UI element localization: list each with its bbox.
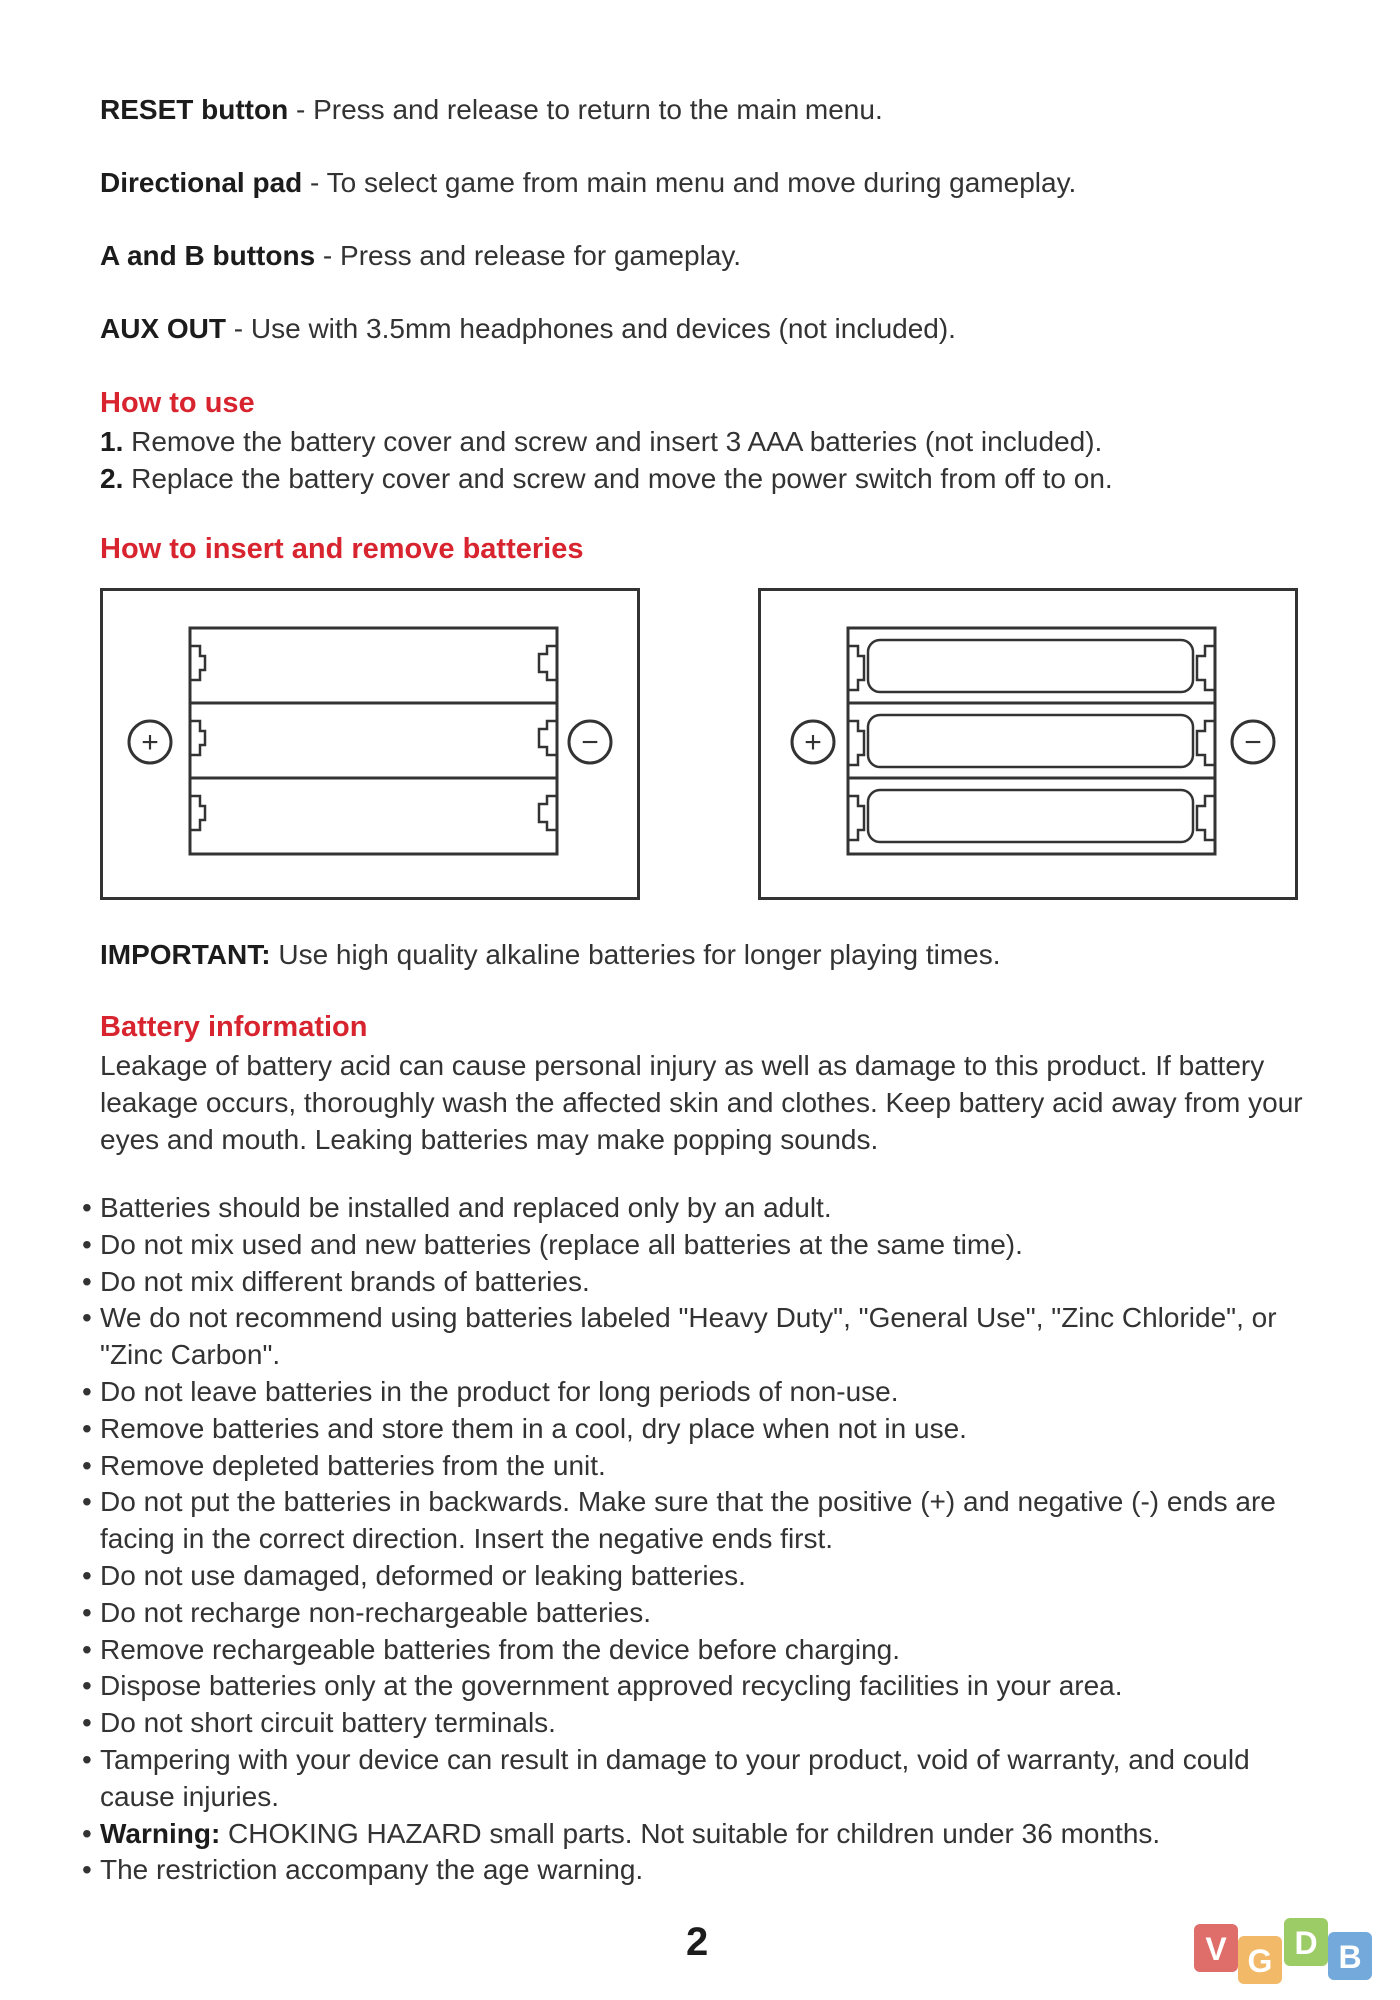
list-item-text: The restriction accompany the age warning.	[100, 1854, 644, 1886]
step-number: 2.	[100, 463, 124, 494]
battery-insert-heading: How to insert and remove batteries	[100, 533, 584, 565]
list-item-text: Remove batteries and store them in a cool, dry place when not in use.	[100, 1412, 967, 1444]
bullet-icon: •	[82, 1854, 92, 1886]
control-term: A and B buttons	[100, 240, 316, 271]
list-item-text: Dispose batteries only at the government approved recycling facilities in your area.	[100, 1670, 1123, 1702]
warning-item	[80, 1816, 1320, 1853]
bullet-icon: •	[82, 1743, 92, 1775]
control-aux	[100, 309, 1300, 349]
battery-compartment-empty-diagram	[100, 588, 640, 900]
control-desc: - Use with 3.5mm headphones and devices (not included).	[226, 313, 956, 344]
logo-tile-b	[1328, 1932, 1372, 1980]
list-item	[80, 1484, 1320, 1558]
list-item-text: Batteries should be installed and replaced only by an adult.	[100, 1192, 832, 1223]
list-item	[80, 1558, 1320, 1595]
warning-label: Warning:	[100, 1817, 221, 1849]
list-item	[80, 1190, 1320, 1227]
step-text: Replace the battery cover and screw and move the power switch from off to on.	[123, 463, 1113, 494]
list-item	[80, 1705, 1320, 1742]
list-item	[80, 1411, 1320, 1448]
list-item-text: We do not recommend using batteries labeled "Heavy Duty", "General Use", "Zinc Chloride", or "Zinc Carbon".	[100, 1302, 1277, 1371]
filled-compartment-illustration	[758, 588, 1298, 900]
svg-text:D: D	[1294, 1925, 1318, 1961]
list-item-text: Do not mix used and new batteries (replace all batteries at the same time).	[100, 1228, 1023, 1260]
list-item-text: Do not recharge non-rechargeable batteries.	[100, 1596, 652, 1628]
bullet-icon: •	[82, 1192, 92, 1223]
bullet-icon: •	[82, 1228, 92, 1260]
bullet-icon: •	[82, 1817, 92, 1849]
bullet-icon: •	[82, 1707, 92, 1739]
step-number: 1.	[100, 426, 124, 457]
control-desc: - Press and release for gameplay.	[315, 240, 742, 271]
how-to-use-heading: How to use	[100, 387, 255, 419]
bullet-icon: •	[82, 1596, 92, 1628]
important-note	[100, 935, 1001, 975]
logo-tile-v	[1194, 1924, 1238, 1972]
warning-text: CHOKING HAZARD small parts. Not suitable for children under 36 months.	[220, 1817, 1161, 1849]
svg-text:V: V	[1205, 1931, 1227, 1967]
control-reset	[100, 90, 1300, 130]
bullet-icon: •	[82, 1449, 92, 1481]
list-item-text: Do not short circuit battery terminals.	[100, 1707, 556, 1739]
empty-compartment-illustration	[100, 588, 640, 900]
list-item-text: Remove rechargeable batteries from the device before charging.	[100, 1633, 900, 1665]
list-item	[80, 1595, 1320, 1632]
minus-terminal-icon	[1232, 721, 1274, 763]
svg-text:+: +	[141, 726, 159, 759]
control-term: AUX OUT	[100, 313, 226, 344]
bullet-icon: •	[82, 1633, 92, 1665]
list-item-text: Do not mix different brands of batteries.	[100, 1265, 590, 1297]
important-label: IMPORTANT:	[100, 939, 271, 970]
list-item-text: Do not put the batteries in backwards. Make sure that the positive (+) and negative (-) ends are facing in the correct direction. Insert the negative ends first.	[100, 1486, 1276, 1555]
list-item	[80, 1632, 1320, 1669]
svg-text:+: +	[804, 726, 822, 759]
list-item	[80, 1227, 1320, 1264]
step-1	[100, 423, 1320, 460]
control-term: RESET button	[100, 94, 289, 125]
svg-text:−: −	[1244, 726, 1262, 759]
important-text: Use high quality alkaline batteries for longer playing times.	[270, 939, 1001, 970]
list-item	[80, 1742, 1320, 1816]
list-item	[80, 1448, 1320, 1485]
control-desc: - Press and release to return to the main menu.	[288, 94, 883, 125]
list-item-text: Do not use damaged, deformed or leaking batteries.	[100, 1559, 746, 1591]
battery-info-paragraph: Leakage of battery acid can cause personal injury as well as damage to this product. If battery leakage occurs, thoroughly wash the affected skin and clothes. Keep battery acid away from your eyes and mouth. Leaking batteries may make popping sounds.	[100, 1050, 1303, 1155]
battery-safety-list	[80, 1190, 1320, 1889]
bullet-icon: •	[82, 1412, 92, 1444]
logo-tile-d	[1284, 1918, 1328, 1966]
svg-text:−: −	[581, 726, 599, 759]
battery-info-heading: Battery information	[100, 1011, 368, 1043]
bullet-icon: •	[82, 1670, 92, 1702]
list-item-text: Tampering with your device can result in damage to your product, void of warranty, and could cause injuries.	[100, 1743, 1250, 1812]
list-item-text: Remove depleted batteries from the unit.	[100, 1449, 606, 1481]
bullet-icon: •	[82, 1559, 92, 1591]
control-term: Directional pad	[100, 167, 303, 198]
logo-tile-g	[1238, 1936, 1282, 1984]
svg-text:G: G	[1247, 1943, 1273, 1979]
step-text: Remove the battery cover and screw and insert 3 AAA batteries (not included).	[123, 426, 1103, 457]
list-item	[80, 1668, 1320, 1705]
battery-compartment-filled-diagram	[758, 588, 1298, 900]
plus-terminal-icon	[129, 721, 171, 763]
control-ab	[100, 236, 1300, 276]
control-dpad	[100, 163, 1300, 203]
plus-terminal-icon	[792, 721, 834, 763]
control-desc: - To select game from main menu and move during gameplay.	[302, 167, 1077, 198]
list-item	[80, 1264, 1320, 1301]
list-item	[80, 1374, 1320, 1411]
list-item-text: Do not leave batteries in the product for long periods of non-use.	[100, 1375, 899, 1407]
bullet-icon: •	[82, 1265, 92, 1297]
list-item	[80, 1852, 1320, 1889]
bullet-icon: •	[82, 1302, 92, 1334]
page-number: 2	[686, 1920, 709, 1964]
step-2	[100, 460, 1320, 497]
vgdb-watermark-logo	[1190, 1910, 1390, 1990]
bullet-icon: •	[82, 1486, 92, 1518]
controls-list	[100, 90, 1300, 382]
list-item	[80, 1300, 1320, 1374]
battery-info-section	[100, 1007, 1320, 1158]
svg-text:B: B	[1338, 1939, 1362, 1975]
how-to-use-section	[100, 383, 1320, 497]
bullet-icon: •	[82, 1375, 92, 1407]
minus-terminal-icon	[569, 721, 611, 763]
